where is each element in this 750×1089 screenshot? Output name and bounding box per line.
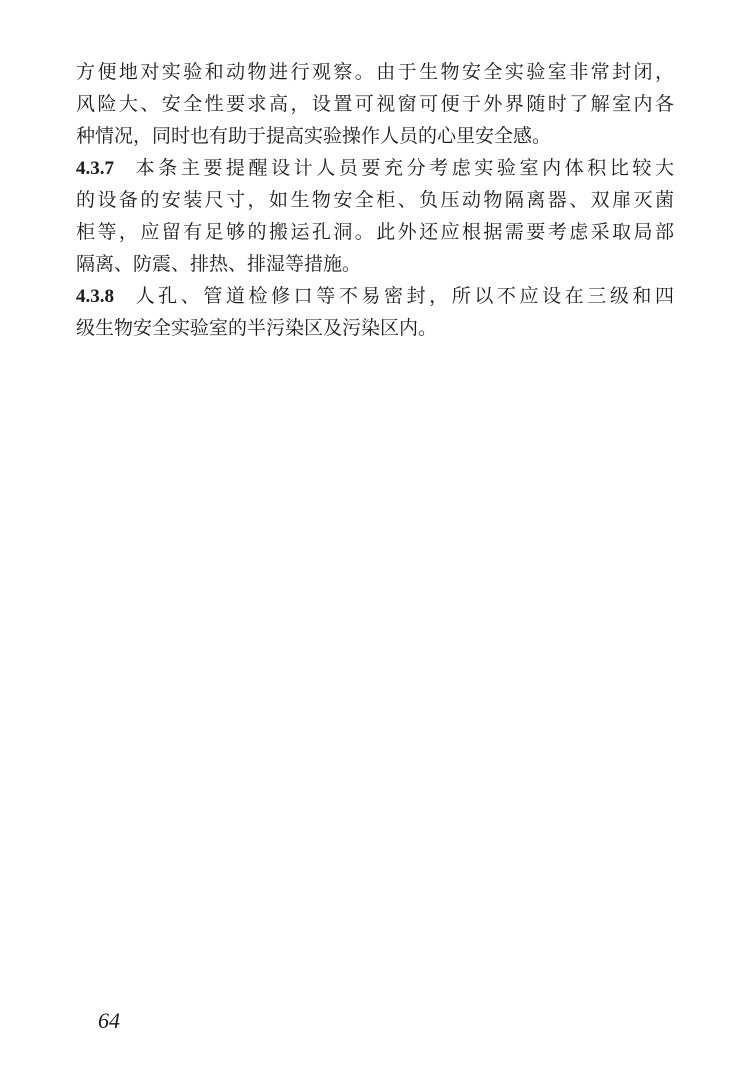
clause-4-3-7 <box>76 152 674 280</box>
text-line: 方便地对实验和动物进行观察。由于生物安全实验室非常封闭， <box>76 61 674 83</box>
text-line: 种情况，同时也有助于提高实验操作人员的心里安全感。 <box>76 125 552 147</box>
body-text <box>76 56 674 344</box>
paragraph-continuation <box>76 56 674 152</box>
text-line: 的设备的安装尺寸，如生物安全柜、负压动物隔离器、双扉灭菌 <box>76 189 674 211</box>
clause-4-3-8 <box>76 280 674 344</box>
text-line: 风险大、安全性要求高，设置可视窗可便于外界随时了解室内各 <box>76 93 674 115</box>
text-line: 级生物安全实验室的半污染区及污染区内。 <box>76 317 438 339</box>
page-number: 64 <box>98 1008 120 1033</box>
text-line: 柜等，应留有足够的搬运孔洞。此外还应根据需要考虑采取局部 <box>76 221 674 243</box>
text-line: 隔离、防震、排热、排湿等措施。 <box>76 253 362 275</box>
clause-number: 4.3.8 <box>76 286 114 307</box>
text-line <box>76 280 674 312</box>
clause-text: 本条主要提醒设计人员要充分考虑实验室内体积比较大 <box>132 157 674 179</box>
clause-number: 4.3.7 <box>76 158 114 179</box>
clause-text: 人孔、管道检修口等不易密封，所以不应设在三级和四 <box>132 285 674 307</box>
text-line <box>76 152 674 184</box>
